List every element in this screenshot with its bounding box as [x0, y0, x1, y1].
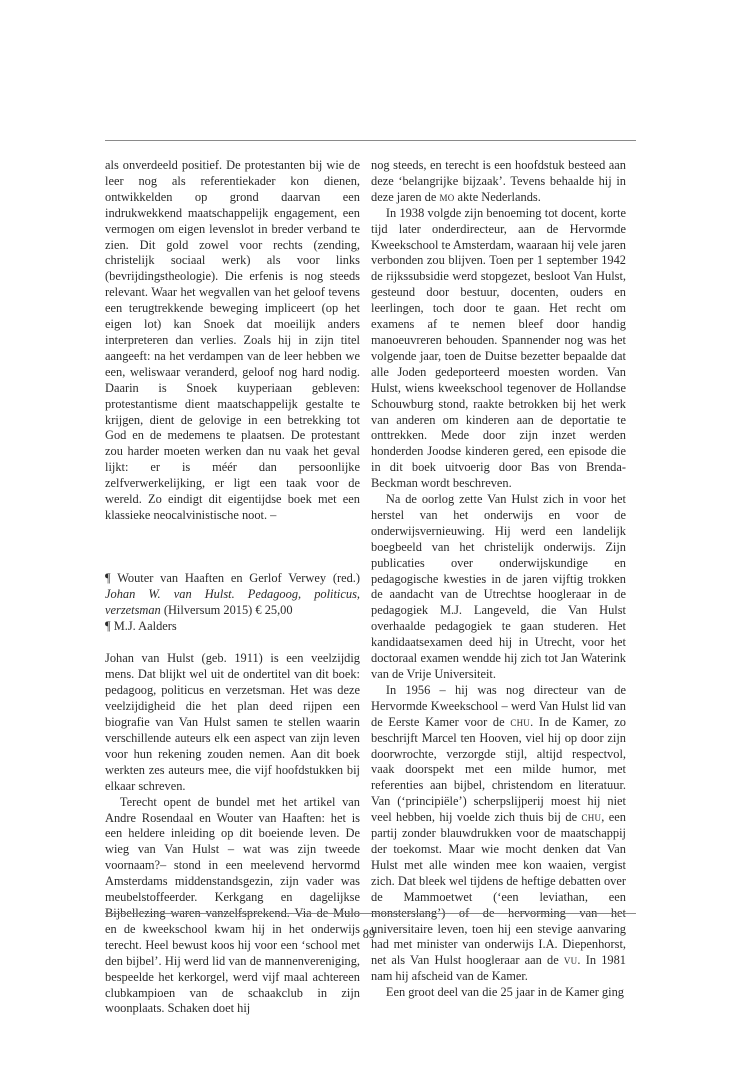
text-run: . In de Kamer, zo beschrijft Marcel ten Hooven, viel hij op door zijn doorwrochte, verzorgde stijl, altijd respectvol, vaak doorspekt met een milde humor, met referenties aan bijbel, christendom en literatuur. Van (‘principiële’) scherpslijperij moest hij niet veel hebben, hij voelde zich thuis bij de — [371, 714, 627, 825]
right-column — [371, 158, 626, 1001]
page-number: 89 — [362, 927, 376, 941]
body-paragraph: Terecht opent de bundel met het artikel van Andre Rosendaal en Wouter van Haaften: het is een heldere inleiding op dit boeiende leven. De wieg van Van Hulst – wat was zijn tweede voornaam?– stond in een meelevend hervormd Amsterdams middenstandsgezin, zijn vader was meubelstoffeerder. Kerkgang en dagelijkse Bijbellezing waren vanzelfsprekend. Via de Mulo en de kweekschool kwam hij in het onderwijs terecht. Heel bewust koos hij voor een ‘school met den bijbel’. Hij werd lid van de mannenvereniging, bespeelde het kerkorgel, werd vijf maal achtereen clubkampioen van de schaakclub in zijn woonplaats. Schaken doet hij — [105, 794, 360, 1016]
review-tail-paragraph: als onverdeeld positief. De protestanten bij wie de leer nog als referentiekader kon dienen, ontwikkelden op grond daarvan een indrukwekkend maatschappelijk engagement, een vermogen om eigen levenslot in breder verband te zien. Dit gold zowel voor rechts (zending, christelijk sociaal werk) als voor links (bevrijdingstheologie). Die erfenis is nog steeds relevant. Waar het wegvallen van het geloof tevens een terugtrekkende beweging impliceert (op het eigen lot) kan Snoek dat moeilijk anders interpreteren dan verlies. Zoals hij in zijn titel aangeeft: na het verdampen van de leer hebben we een, weliswaar veranderd, geloof nog hard nodig. Daarin is Snoek kuyperiaan gebleven: protestantisme dient maatschappelijk gestalte te krijgen, dient de gelovige in een betrekking tot God en de medemens te plaatsen. De protestant zou harder moeten werken dan nu vaak het geval lijkt: er is méér dan persoonlijke zelfverwerkelijking, er ligt een taak voor de wereld. Zo eindigt dit eigentijdse boek met een klassieke neocalvinistische noot. – — [105, 158, 360, 522]
body-paragraph: Johan van Hulst (geb. 1911) is een veelzijdig mens. Dat blijkt wel uit de ondertitel van dit boek: pedagoog, politicus en verzetsman. Het was deze veelzijdigheid die het plan deed rijpen een biografie van Van Hulst samen te stellen waarin verschillende auteurs elk een aspect van zijn leven voor hun rekening zouden nemen. Aan dit boek werkten zes auteurs mee, die vijf hoofdstukken bij elkaar schreven. — [105, 651, 360, 793]
text-run: . In 1981 nam hij afscheid van de Kamer. — [371, 953, 626, 984]
footer-rule — [105, 913, 636, 914]
left-column — [105, 158, 360, 1017]
book-title: Johan W. van Hulst. Pedagoog, politicus, verzetsman — [105, 586, 360, 617]
abbreviation: mo — [439, 189, 455, 204]
section-gap — [105, 634, 360, 651]
text-run: , een partij zonder blauwdrukken voor de maatschappij der toekomst. Maar wie mocht denken dat Van Hulst met alle winden mee kon waaien, vergist zich. Dat bleek wel tijdens de heftige debatten over de Mammoetwet (‘een leviathan, een monsterslang’) of de hervorming van het universitaire leven, toen hij een stevige aanvaring had met minister van onderwijs I.A. Diepenhorst, net als Van Hulst hoogleraar aan de — [371, 810, 626, 968]
abbreviation: chu — [510, 714, 531, 729]
abbreviation: vu — [563, 953, 578, 968]
reviewer-name: M.J. Aalders — [113, 618, 177, 633]
book-publication: (Hilversum 2015) € 25,00 — [163, 602, 293, 617]
body-paragraph — [371, 158, 626, 206]
text-run: In 1956 – hij was nog directeur van de Hervormde Kweekschool – werd Van Hulst lid van de Eerste Kamer voor de — [371, 682, 626, 729]
abbreviation: chu — [581, 810, 602, 825]
body-paragraph: In 1938 volgde zijn benoeming tot docent, korte tijd later onderdirecteur, aan de Hervormde Kweekschool te Amsterdam, waaraan hij vele jaren verbonden zou blijven. Toen per 1 september 1942 de rijkssubsidie werd stopgezet, besloot Van Hulst, gesteund door bestuur, docenten, ouders en leerlingen, toch door te gaan. Het recht om examens af te nemen bleef door handig manoeuvreren behouden. Spannender nog was het volgende jaar, toen de Duitse bezetter bepaalde dat alle Joden gedeporteerd moesten worden. Van Hulst, wiens kweekschool tegenover de Hollandse Schouwburg stond, raakte betrokken bij het werk van anderen om kinderen aan de deportatie te onttrekken. Mede door zijn inzet werden honderden Joodse kinderen gered, een episode die in dit boek uitvoerig door Bas von Brenda-Beckman wordt beschreven. — [371, 205, 626, 491]
pilcrow-marker: ¶ — [105, 570, 111, 585]
book-citation — [105, 571, 360, 619]
reviewer-line — [105, 619, 360, 635]
body-paragraph: Een groot deel van die 25 jaar in de Kamer ging — [385, 985, 624, 1000]
text-run: akte Nederlands. — [454, 189, 541, 204]
pilcrow-marker: ¶ — [105, 618, 111, 633]
text-run: nog steeds, en terecht is een hoofdstuk besteed aan deze ‘belangrijke bijzaak’. Tevens behaalde hij in deze jaren de — [371, 158, 626, 204]
body-paragraph: Na de oorlog zette Van Hulst zich in voor het herstel van het onderwijs en voor de onderwijsvernieuwing. Hij werd een landelijk boegbeeld van het christelijk onderwijs. Zijn publicaties over onderwijskundige en pedagogische kwesties in de jaren vijftig trokken de aandacht van de Utrechtse hoogleraar in de pedagogiek M.J. Langeveld, die Van Hulst overhaalde pedagogiek te gaan studeren. Het kandidaatsexamen deed hij in Utrecht, voor het doctoraal examen wendde hij zich tot Jan Waterink van de Vrije Universiteit. — [371, 492, 626, 681]
book-editors: Wouter van Haaften en Gerlof Verwey (red.) — [117, 570, 361, 585]
section-gap — [105, 524, 360, 571]
header-rule — [105, 140, 636, 141]
